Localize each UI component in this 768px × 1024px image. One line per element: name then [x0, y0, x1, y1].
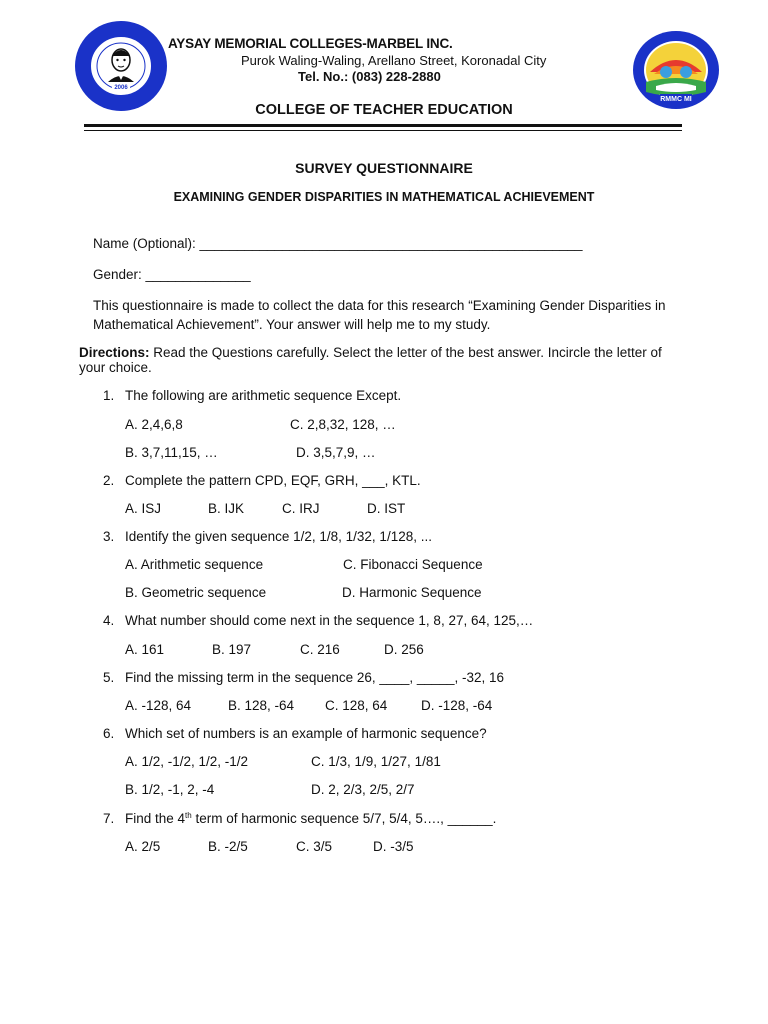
question-7-option-a[interactable]: A. 2/5	[125, 839, 161, 854]
document-title: SURVEY QUESTIONNAIRE	[295, 160, 473, 176]
gender-field-line[interactable]: Gender: ______________	[93, 267, 251, 282]
document-subtitle: EXAMINING GENDER DISPARITIES IN MATHEMATICAL ACHIEVEMENT	[173, 190, 595, 204]
teacher-education-seal-logo	[632, 30, 720, 110]
question-6-option-b[interactable]: B. 1/2, -1, 2, -4	[125, 782, 215, 797]
question-7-number: 7.	[103, 811, 115, 826]
directions-paragraph	[79, 345, 689, 375]
question-6-text: Which set of numbers is an example of harmonic sequence?	[125, 726, 487, 741]
institution-telephone: Tel. No.: (083) 228-2880	[298, 69, 441, 84]
question-3-option-c[interactable]: C. Fibonacci Sequence	[343, 557, 483, 572]
question-3-option-a[interactable]: A. Arithmetic sequence	[125, 557, 264, 572]
question-5-option-d[interactable]: D. -128, -64	[421, 698, 493, 713]
question-2-text: Complete the pattern CPD, EQF, GRH, ___, KTL.	[125, 473, 421, 488]
question-6-option-a[interactable]: A. 1/2, -1/2, 1/2, -1/2	[125, 754, 249, 769]
institution-address: Purok Waling-Waling, Arellano Street, Koronadal City	[241, 53, 547, 68]
question-2-number: 2.	[103, 473, 115, 488]
question-2-option-b[interactable]: B. IJK	[208, 501, 245, 516]
question-7-option-c[interactable]: C. 3/5	[296, 839, 333, 854]
question-3-text: Identify the given sequence 1/2, 1/8, 1/32, 1/128, ...	[125, 529, 432, 544]
institution-name: AYSAY MEMORIAL COLLEGES-MARBEL INC.	[168, 36, 453, 51]
question-4-option-d[interactable]: D. 256	[384, 642, 424, 657]
question-5-option-c[interactable]: C. 128, 64	[325, 698, 388, 713]
college-seal-logo	[74, 20, 168, 112]
question-5-option-b[interactable]: B. 128, -64	[228, 698, 295, 713]
name-field-line[interactable]: Name (Optional): ___________________________________________________	[93, 236, 583, 251]
question-2-option-d[interactable]: D. IST	[367, 501, 406, 516]
question-4-option-c[interactable]: C. 216	[300, 642, 340, 657]
header-rule-thick	[84, 124, 682, 127]
header-rule-thin	[84, 130, 682, 131]
question-7-option-d[interactable]: D. -3/5	[373, 839, 414, 854]
question-7-option-b[interactable]: B. -2/5	[208, 839, 248, 854]
question-5-text: Find the missing term in the sequence 26, ____, _____, -32, 16	[125, 670, 504, 685]
question-1-option-d[interactable]: D. 3,5,7,9, …	[296, 445, 376, 460]
question-5-option-a[interactable]: A. -128, 64	[125, 698, 192, 713]
question-1-option-a[interactable]: A. 2,4,6,8	[125, 417, 183, 432]
svg-text:2006: 2006	[114, 85, 128, 91]
question-6-number: 6.	[103, 726, 115, 741]
intro-paragraph: This questionnaire is made to collect the data for this research “Examining Gender Disparities in Mathematical Achievement”. Your answer will help me to my study.	[93, 298, 666, 332]
question-6-option-c[interactable]: C. 1/3, 1/9, 1/27, 1/81	[311, 754, 441, 769]
college-name: COLLEGE OF TEACHER EDUCATION	[255, 102, 513, 118]
question-5-number: 5.	[103, 670, 115, 685]
question-1-option-c[interactable]: C. 2,8,32, 128, …	[290, 417, 396, 432]
directions-text: Read the Questions carefully. Select the letter of the best answer. Incircle the letter of your choice.	[79, 345, 662, 375]
question-3-option-d[interactable]: D. Harmonic Sequence	[342, 585, 482, 600]
question-1-number: 1.	[103, 388, 115, 403]
question-4-number: 4.	[103, 613, 115, 628]
question-4-text: What number should come next in the sequence 1, 8, 27, 64, 125,…	[125, 613, 534, 628]
question-4-option-b[interactable]: B. 197	[212, 642, 252, 657]
question-6-option-d[interactable]: D. 2, 2/3, 2/5, 2/7	[311, 782, 415, 797]
question-4-option-a[interactable]: A. 161	[125, 642, 165, 657]
directions-label: Directions:	[79, 345, 150, 360]
question-3-option-b[interactable]: B. Geometric sequence	[125, 585, 267, 600]
svg-text:RMMC MI: RMMC MI	[660, 96, 692, 103]
question-2-option-c[interactable]: C. IRJ	[282, 501, 320, 516]
question-2-option-a[interactable]: A. ISJ	[125, 501, 162, 516]
question-1-option-b[interactable]: B. 3,7,11,15, …	[125, 445, 218, 460]
question-7-text: Find the 4th term of harmonic sequence 5/7, 5/4, 5…., ______.	[125, 811, 497, 826]
question-3-number: 3.	[103, 529, 115, 544]
question-1-text: The following are arithmetic sequence Except.	[125, 388, 402, 403]
